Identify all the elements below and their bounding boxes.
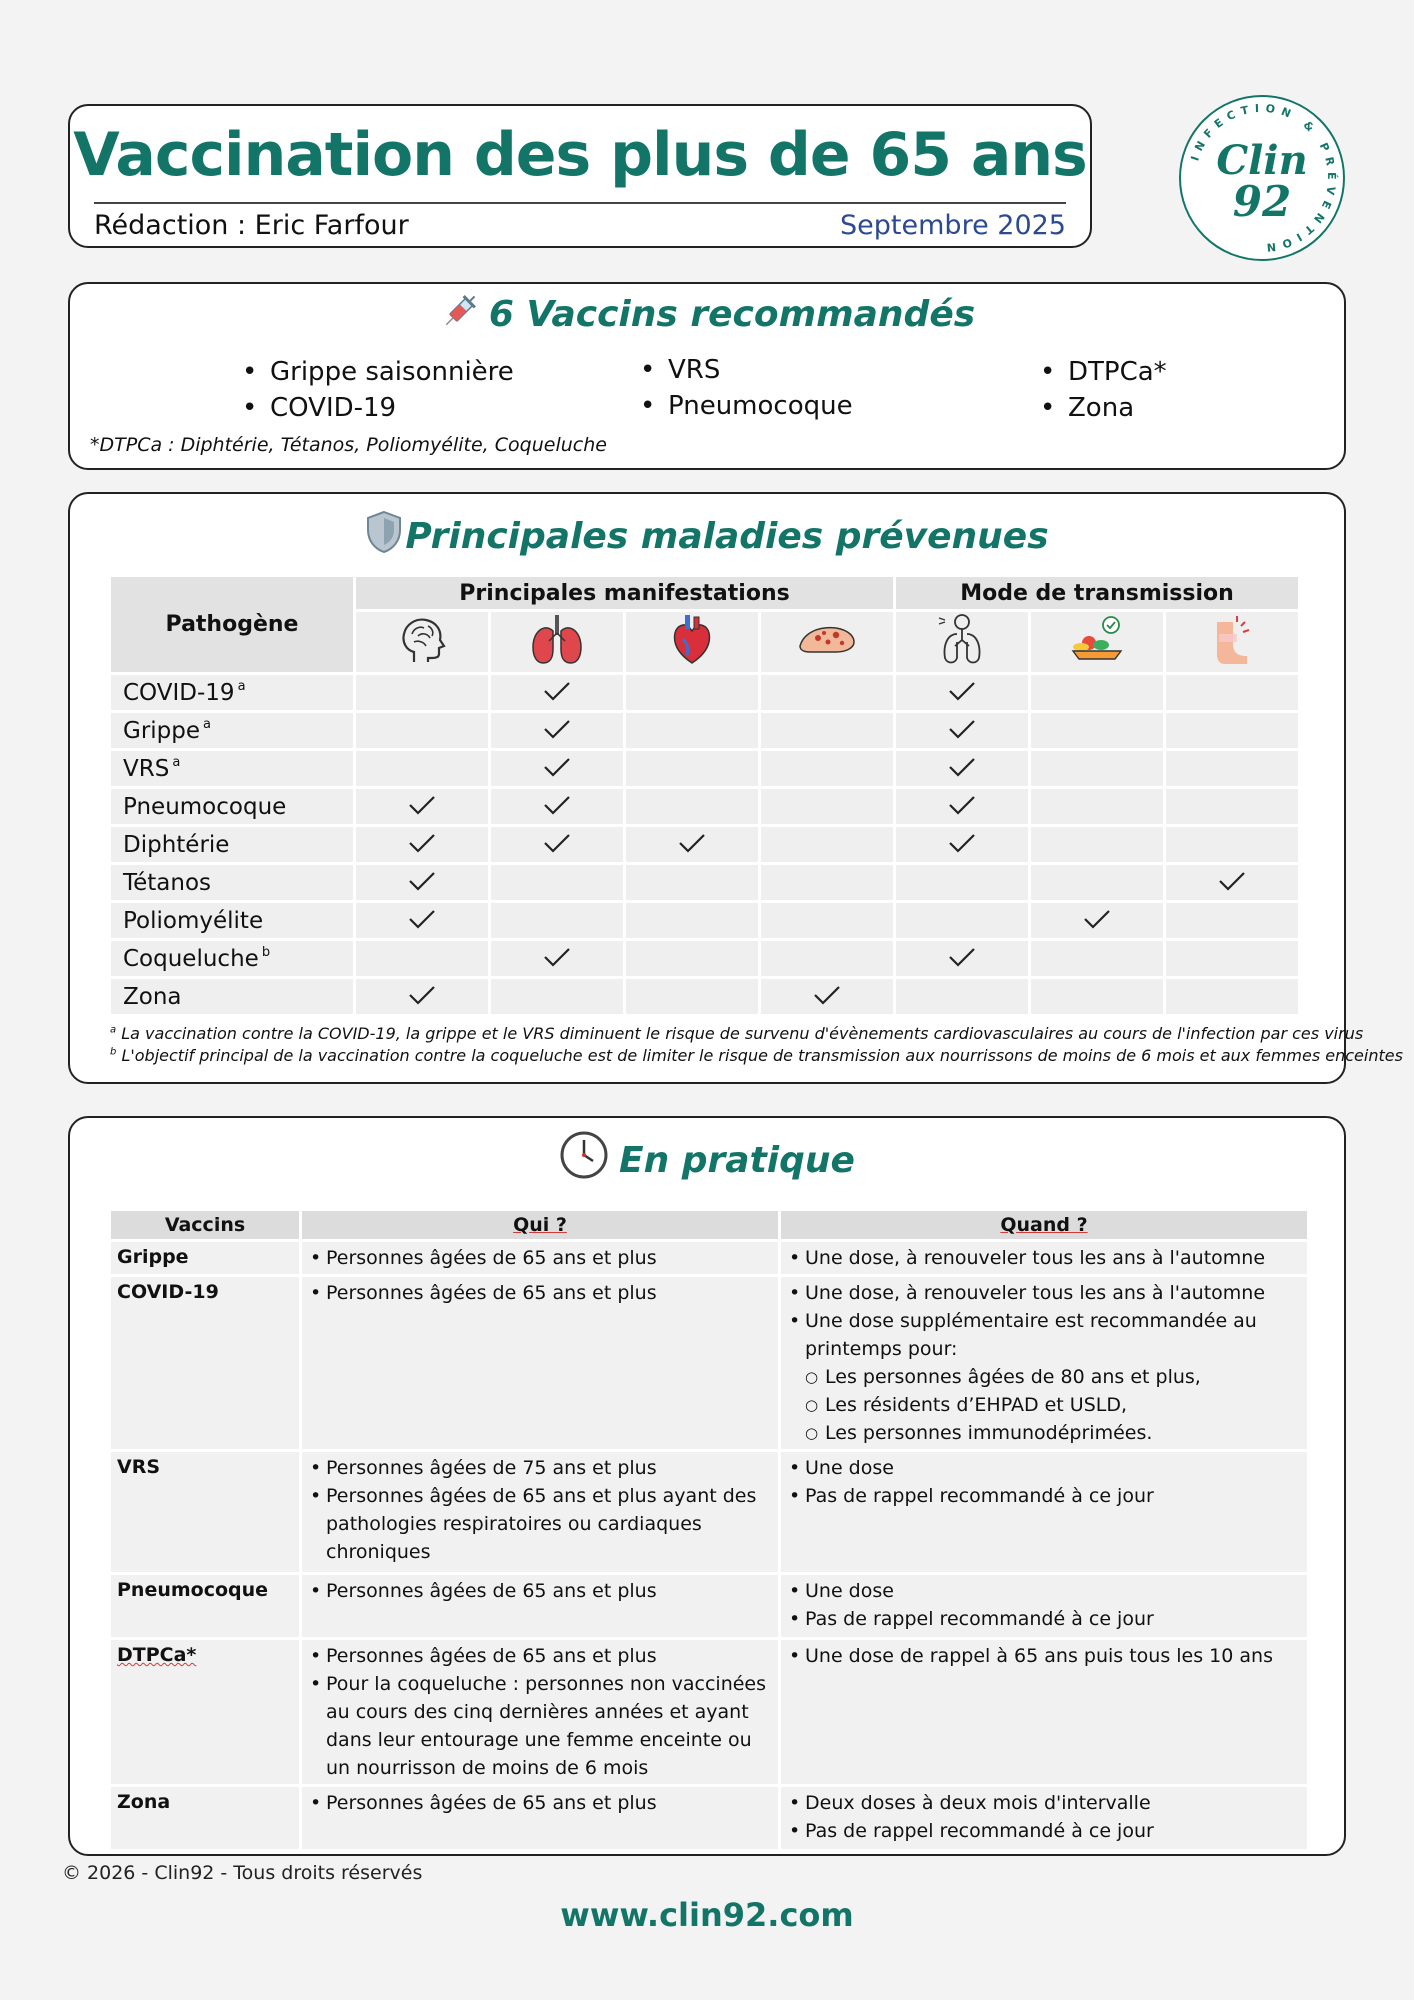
checkmark-icon — [407, 832, 437, 854]
shield-icon — [365, 510, 403, 554]
vaccine-list-col3 — [1038, 354, 1167, 426]
publication-date: Septembre 2025 — [840, 210, 1066, 241]
check-cell — [1031, 865, 1163, 900]
pathogen-name: VRS $^a$ — [111, 751, 353, 786]
checkmark-icon — [812, 984, 842, 1006]
quand-cell — [781, 1242, 1307, 1274]
header-divider — [94, 202, 1066, 204]
table-row — [111, 827, 1298, 862]
page-title: Vaccination des plus de 65 ans — [73, 120, 1087, 190]
checkmark-icon — [947, 680, 977, 702]
pathogen-name: Tétanos — [111, 865, 353, 900]
pathogen-name: Diphtérie — [111, 827, 353, 862]
table-row — [111, 903, 1298, 938]
list-item: • Personnes âgées de 75 ans et plus — [306, 1454, 774, 1482]
check-cell — [1031, 903, 1163, 938]
check-cell — [1166, 979, 1298, 1014]
check-cell — [356, 903, 488, 938]
check-cell — [761, 675, 893, 710]
checkmark-icon — [1082, 908, 1112, 930]
diseases-table — [108, 574, 1301, 1017]
check-cell — [626, 827, 758, 862]
check-cell — [1031, 751, 1163, 786]
check-cell — [491, 941, 623, 976]
check-cell — [356, 675, 488, 710]
vaccine-name: DTPCa* — [111, 1640, 299, 1784]
heart-icon — [626, 612, 758, 672]
pathogen-name: Poliomyélite — [111, 903, 353, 938]
list-item: • Zona — [1038, 390, 1167, 426]
check-cell — [491, 903, 623, 938]
table-row — [111, 675, 1298, 710]
vaccine-name: Grippe — [111, 1242, 299, 1274]
wound-icon — [1166, 612, 1298, 672]
check-cell — [1166, 789, 1298, 824]
vaccine-name: Zona — [111, 1787, 299, 1849]
clock-icon — [559, 1130, 609, 1181]
check-cell — [356, 941, 488, 976]
header-card — [68, 104, 1092, 248]
table-row — [111, 1277, 1307, 1449]
website-link[interactable]: www.clin92.com — [560, 1896, 854, 1934]
check-cell — [761, 713, 893, 748]
check-cell — [1166, 941, 1298, 976]
check-cell — [491, 865, 623, 900]
list-item: • Deux doses à deux mois d'intervalle — [785, 1789, 1303, 1817]
check-cell — [1031, 827, 1163, 862]
check-cell — [896, 979, 1028, 1014]
qui-cell — [302, 1575, 778, 1637]
check-cell — [761, 979, 893, 1014]
vaccine-name: VRS — [111, 1452, 299, 1572]
checkmark-icon — [542, 946, 572, 968]
checkmark-icon — [407, 870, 437, 892]
svg-text:92: 92 — [1232, 177, 1292, 226]
clin92-logo — [1176, 92, 1348, 264]
check-cell — [896, 675, 1028, 710]
footnote-b: $^b$ L'objectif principal de la vaccination contre la coqueluche est de limiter le risque de transmission aux nourrissons de moins de 6 mois et aux femmes enceintes — [110, 1046, 1403, 1065]
check-cell — [626, 751, 758, 786]
check-cell — [761, 903, 893, 938]
table-row — [111, 1242, 1307, 1274]
list-item: • Personnes âgées de 65 ans et plus — [306, 1789, 774, 1817]
vaccine-name: Pneumocoque — [111, 1575, 299, 1637]
check-cell — [896, 713, 1028, 748]
syringe-icon — [439, 292, 479, 335]
list-item: • Personnes âgées de 65 ans et plus — [306, 1279, 774, 1307]
recommended-vaccines-title: 6 Vaccins recommandés — [70, 292, 1344, 335]
check-cell — [356, 713, 488, 748]
check-cell — [626, 941, 758, 976]
check-cell — [1166, 827, 1298, 862]
checkmark-icon — [947, 946, 977, 968]
check-cell — [1031, 675, 1163, 710]
check-cell — [1031, 713, 1163, 748]
check-cell — [491, 979, 623, 1014]
check-cell — [626, 865, 758, 900]
vaccins-header: Vaccins — [111, 1211, 299, 1239]
pathogen-name: Zona — [111, 979, 353, 1014]
checkmark-icon — [407, 908, 437, 930]
pathogen-header: Pathogène — [111, 577, 353, 672]
check-cell — [896, 751, 1028, 786]
vaccine-name: COVID-19 — [111, 1277, 299, 1449]
list-item: • Une dose — [785, 1577, 1303, 1605]
list-item: • Une dose, à renouveler tous les ans à l'automne — [785, 1244, 1303, 1272]
quand-cell — [781, 1277, 1307, 1449]
check-cell — [491, 713, 623, 748]
dtpca-footnote: *DTPCa : Diphtérie, Tétanos, Poliomyélite, Coqueluche — [90, 434, 607, 456]
check-cell — [491, 789, 623, 824]
check-cell — [896, 827, 1028, 862]
checkmark-icon — [1217, 870, 1247, 892]
check-cell — [626, 675, 758, 710]
list-item: • Personnes âgées de 65 ans et plus — [306, 1642, 774, 1670]
recommended-vaccines-card — [68, 282, 1346, 470]
quand-cell — [781, 1575, 1307, 1637]
check-cell — [626, 903, 758, 938]
list-item: • Pour la coqueluche : personnes non vaccinées au cours des cinq dernières années et ayant dans leur entourage une femme enceinte ou un nourrisson de moins de 6 mois — [306, 1670, 774, 1782]
list-item: • Personnes âgées de 65 ans et plus — [306, 1577, 774, 1605]
table-row — [111, 1575, 1307, 1637]
practice-table — [108, 1208, 1310, 1852]
qui-cell — [302, 1277, 778, 1449]
checkmark-icon — [947, 718, 977, 740]
sub-list-item: ○ Les personnes immunodéprimées. — [785, 1419, 1303, 1447]
checkmark-icon — [542, 794, 572, 816]
practice-card — [68, 1116, 1346, 1856]
check-cell — [896, 789, 1028, 824]
brain-icon — [356, 612, 488, 672]
table-row — [111, 789, 1298, 824]
check-cell — [626, 789, 758, 824]
check-cell — [896, 903, 1028, 938]
list-item: • DTPCa* — [1038, 354, 1167, 390]
check-cell — [1031, 979, 1163, 1014]
check-cell — [761, 941, 893, 976]
list-item: • Une dose supplémentaire est recommandée au printemps pour: — [785, 1307, 1303, 1363]
respiratory-icon — [896, 612, 1028, 672]
pathogen-name: Grippe $^a$ — [111, 713, 353, 748]
check-cell — [626, 713, 758, 748]
list-item: • Pas de rappel recommandé à ce jour — [785, 1482, 1303, 1510]
lungs-icon — [491, 612, 623, 672]
skin-rash-icon — [761, 612, 893, 672]
qui-header: Qui ? — [302, 1211, 778, 1239]
checkmark-icon — [947, 756, 977, 778]
check-cell — [626, 979, 758, 1014]
list-item: • Pneumocoque — [638, 388, 853, 424]
check-cell — [1031, 941, 1163, 976]
list-item: • Une dose de rappel à 65 ans puis tous les 10 ans — [785, 1642, 1303, 1670]
check-cell — [356, 865, 488, 900]
transmission-header: Mode de transmission — [896, 577, 1298, 609]
check-cell — [896, 865, 1028, 900]
check-cell — [761, 751, 893, 786]
practice-title: En pratique — [70, 1130, 1344, 1181]
check-cell — [1166, 865, 1298, 900]
svg-text:Clin: Clin — [1216, 137, 1308, 184]
list-item: • Personnes âgées de 65 ans et plus — [306, 1244, 774, 1272]
quand-cell — [781, 1787, 1307, 1849]
list-item: • Pas de rappel recommandé à ce jour — [785, 1817, 1303, 1845]
list-item: • Grippe saisonnière — [240, 354, 514, 390]
checkmark-icon — [407, 984, 437, 1006]
check-cell — [1031, 789, 1163, 824]
table-row — [111, 979, 1298, 1014]
check-cell — [356, 979, 488, 1014]
checkmark-icon — [407, 794, 437, 816]
pathogen-name: COVID-19 $^a$ — [111, 675, 353, 710]
pathogen-name: Pneumocoque — [111, 789, 353, 824]
check-cell — [491, 751, 623, 786]
checkmark-icon — [947, 832, 977, 854]
sub-list-item: ○ Les résidents d’EHPAD et USLD, — [785, 1391, 1303, 1419]
table-row — [111, 751, 1298, 786]
checkmark-icon — [947, 794, 977, 816]
qui-cell — [302, 1242, 778, 1274]
diseases-title: Principales maladies prévenues — [70, 510, 1344, 557]
list-item: • COVID-19 — [240, 390, 514, 426]
sub-list-item: ○ Les personnes âgées de 80 ans et plus, — [785, 1363, 1303, 1391]
check-cell — [896, 941, 1028, 976]
table-row — [111, 865, 1298, 900]
check-cell — [761, 827, 893, 862]
checkmark-icon — [542, 832, 572, 854]
check-cell — [356, 789, 488, 824]
pathogen-name: Coqueluche $^b$ — [111, 941, 353, 976]
check-cell — [761, 789, 893, 824]
list-item: • Une dose, à renouveler tous les ans à l'automne — [785, 1279, 1303, 1307]
check-cell — [356, 827, 488, 862]
copyright: © 2026 - Clin92 - Tous droits réservés — [62, 1862, 423, 1884]
table-row — [111, 1787, 1307, 1849]
check-cell — [1166, 675, 1298, 710]
check-cell — [356, 751, 488, 786]
qui-cell — [302, 1452, 778, 1572]
vaccine-list-col1 — [240, 354, 514, 426]
food-icon — [1031, 612, 1163, 672]
check-cell — [491, 827, 623, 862]
table-row — [111, 941, 1298, 976]
footnote-a: $^a$ La vaccination contre la COVID-19, la grippe et le VRS diminuent le risque de survenu d'évènements cardiovasculaires au cours de l'infection par ces virus — [110, 1024, 1364, 1043]
check-cell — [761, 865, 893, 900]
check-cell — [1166, 713, 1298, 748]
table-row — [111, 713, 1298, 748]
svg-text:INFECTION & PRÉVENTION: INFECTION & PRÉVENTION — [1188, 101, 1339, 255]
checkmark-icon — [542, 680, 572, 702]
checkmark-icon — [542, 756, 572, 778]
list-item: • VRS — [638, 352, 853, 388]
qui-cell — [302, 1640, 778, 1784]
check-cell — [1166, 751, 1298, 786]
quand-header: Quand ? — [781, 1211, 1307, 1239]
list-item: • Pas de rappel recommandé à ce jour — [785, 1605, 1303, 1633]
checkmark-icon — [542, 718, 572, 740]
diseases-card — [68, 492, 1403, 1084]
quand-cell — [781, 1452, 1307, 1572]
list-item: • Personnes âgées de 65 ans et plus ayant des pathologies respiratoires ou cardiaques chroniques — [306, 1482, 774, 1566]
checkmark-icon — [677, 832, 707, 854]
vaccine-list-col2 — [638, 352, 853, 424]
manifestations-header: Principales manifestations — [356, 577, 893, 609]
quand-cell — [781, 1640, 1307, 1784]
qui-cell — [302, 1787, 778, 1849]
table-row — [111, 1452, 1307, 1572]
list-item: • Une dose — [785, 1454, 1303, 1482]
author: Rédaction : Eric Farfour — [94, 210, 409, 241]
check-cell — [1166, 903, 1298, 938]
table-row — [111, 1640, 1307, 1784]
check-cell — [491, 675, 623, 710]
